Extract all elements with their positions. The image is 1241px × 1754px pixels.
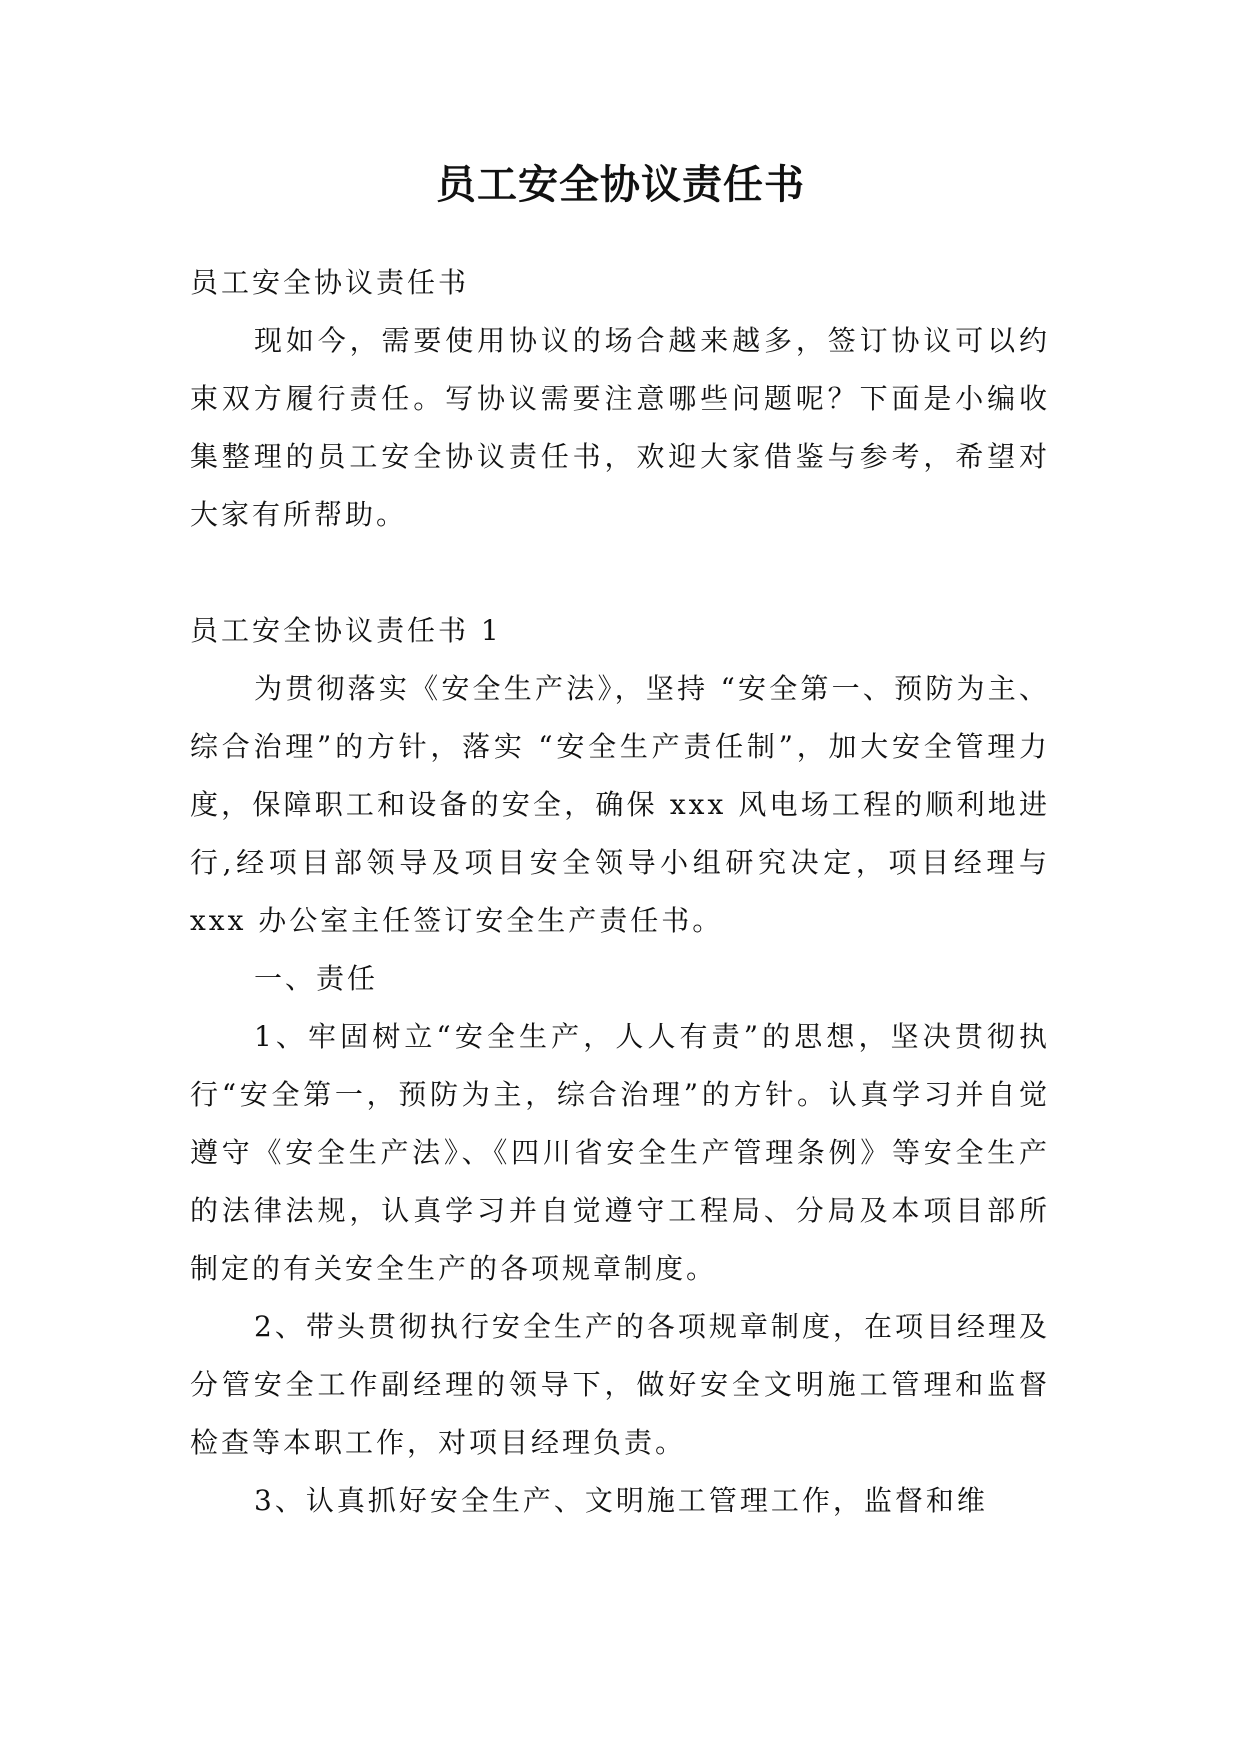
intro-paragraph: 现如今，需要使用协议的场合越来越多，签订协议可以约束双方履行责任。写协议需要注意哪些问题呢？下面是小编收集整理的员工安全协议责任书，欢迎大家借鉴与参考，希望对大家有所帮助。	[190, 324, 1050, 531]
responsibility-item-1: 1、牢固树立“安全生产，人人有责”的思想，坚决贯彻执行“安全第一，预防为主，综合治理”的方针。认真学习并自觉遵守《安全生产法》、《四川省安全生产管理条例》等安全生产的法律法规，认真学习并自觉遵守工程局、分局及本项目部所制定的有关安全生产的各项规章制度。	[190, 1020, 1050, 1285]
document-body	[190, 254, 1050, 1530]
intro-heading: 员工安全协议责任书	[190, 266, 470, 299]
responsibility-item-3: 3、认真抓好安全生产、文明施工管理工作，监督和维	[254, 1484, 988, 1517]
responsibility-heading: 一、责任	[254, 962, 379, 995]
section-1-paragraph: 为贯彻落实《安全生产法》，坚持 “安全第一、预防为主、综合治理”的方针，落实 “安全生产责任制”，加大安全管理力度，保障职工和设备的安全，确保 xxx 风电场工程的顺利地进行,经项目部领导及项目安全领导小组研究决定，项目经理与 xxx 办公室主任签订安全生产责任书。	[190, 672, 1050, 937]
responsibility-item-2: 2、带头贯彻执行安全生产的各项规章制度，在项目经理及分管安全工作副经理的领导下，做好安全文明施工管理和监督检查等本职工作，对项目经理负责。	[190, 1310, 1050, 1459]
section-heading-1: 员工安全协议责任书 1	[190, 614, 502, 647]
document-title: 员工安全协议责任书	[436, 162, 805, 208]
